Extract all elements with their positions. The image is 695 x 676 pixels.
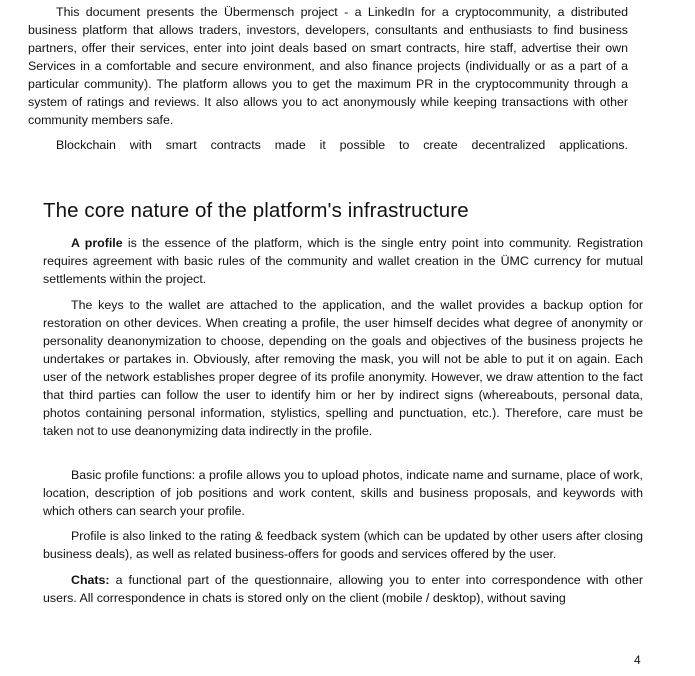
section-heading: The core nature of the platform's infrastructure <box>43 199 469 222</box>
keys-paragraph: The keys to the wallet are attached to the application, and the wallet provides a backup option for restoration on other devices. When creating a profile, the user himself decides what degree of anonymity or personality deanonymization to choose, depending on the goals and objectives of the business projects he undertakes or partakes in. Obviously, after removing the mask, you will not be able to put it on again. Each user of the network establishes proper degree of its profile anonymity. However, we draw attention to the fact that third parties can follow the user to identify him or her by indirect signs (whereabouts, personal data, photos containing personal information, stylistics, spelling and punctuation, etc.). Therefore, care must be taken not to use deanonymizing data indirectly in the profile. <box>43 298 643 438</box>
profile-lead: A profile <box>71 236 123 250</box>
functions-paragraph: Basic profile functions: a profile allows you to upload photos, indicate name and surname, place of work, location, description of job positions and work content, skills and business proposals, and keywords with which others can search your profile. <box>43 468 643 518</box>
profile-paragraph <box>43 234 643 288</box>
profile-text: is the essence of the platform, which is the single entry point into community. Registration requires agreement with basic rules of the community and wallet creation in the ÜMC currency for mutual settlements within the project. <box>43 236 643 286</box>
rating-paragraph: Profile is also linked to the rating & feedback system (which can be updated by other users after closing business deals), as well as related business-offers for goods and services offered by the user. <box>43 529 643 561</box>
blockchain-paragraph: Blockchain with smart contracts made it possible to create decentralized applications. <box>56 138 628 152</box>
intro-paragraph: This document presents the Übermensch project - a LinkedIn for a cryptocommunity, a distributed business platform that allows traders, investors, developers, consultants and enthusiasts to find business partners, offer their services, enter into joint deals based on smart contracts, hire staff, advertise their own Services in a comfortable and secure environment, and also finance projects (individually or as a part of a particular community). The platform allows you to get the maximum PR in the cryptocommunity through a system of ratings and reviews. It also allows you to act anonymously while keeping transactions with other community members safe. <box>28 5 628 127</box>
chats-paragraph <box>43 571 643 607</box>
page-number: 4 <box>634 653 641 667</box>
chats-text: a functional part of the questionnaire, allowing you to enter into correspondence with other users. All correspondence in chats is stored only on the client (mobile / desktop), without saving <box>43 573 643 605</box>
chats-lead: Chats: <box>71 573 110 587</box>
